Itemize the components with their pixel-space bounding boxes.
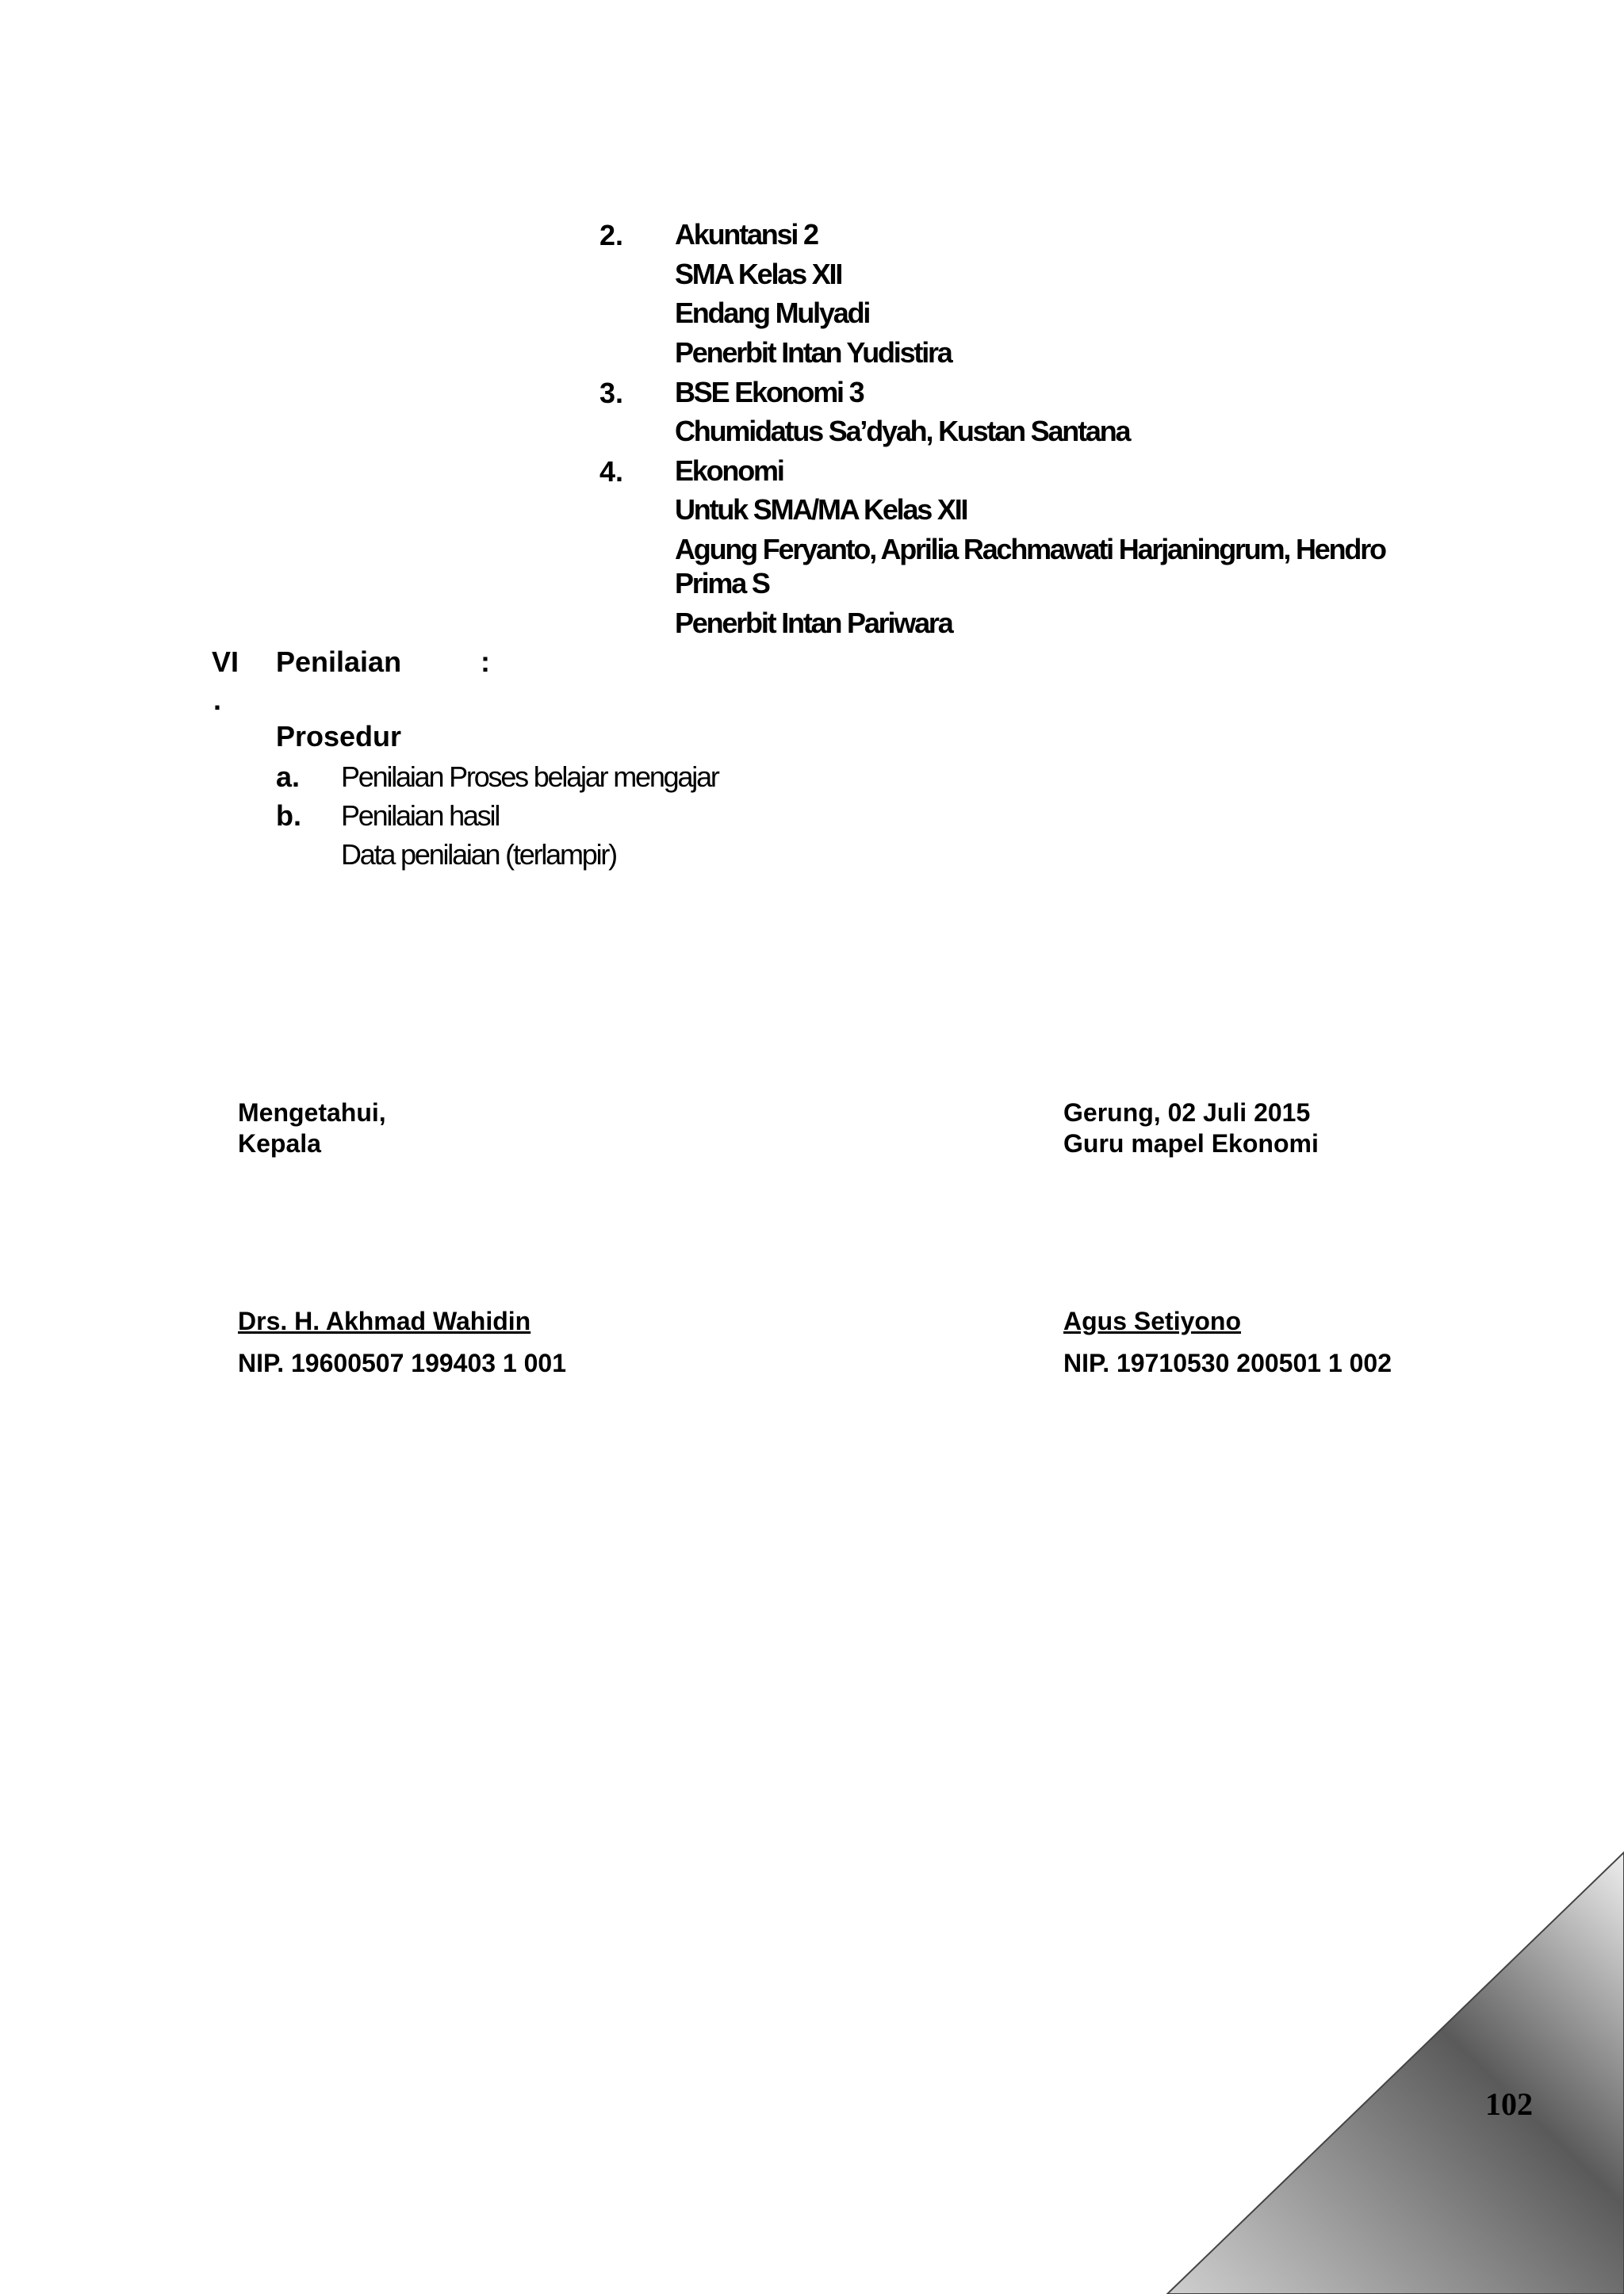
signer-role: Kepala: [238, 1129, 321, 1158]
reference-line: Endang Mulyadi: [675, 297, 870, 329]
reference-line: Penerbit Intan Pariwara: [675, 607, 952, 639]
reference-title: BSE Ekonomi 3: [675, 376, 864, 408]
signer-nip: NIP. 19600507 199403 1 001: [238, 1349, 567, 1377]
section-number: VI: [212, 645, 239, 678]
page-number: 102: [1485, 2086, 1533, 2122]
section-title: Penilaian: [276, 645, 402, 678]
section-colon: :: [481, 645, 490, 678]
reference-line: Chumidatus Sa’dyah, Kustan Santana: [675, 415, 1130, 447]
procedure-item: Penilaian hasil: [341, 799, 500, 832]
reference-line: Agung Feryanto, Aprilia Rachmawati Harjaningrum, Hendro: [675, 533, 1385, 565]
procedure-marker: b.: [276, 799, 301, 832]
signer-role: Guru mapel Ekonomi: [1063, 1129, 1319, 1158]
procedure-note: Data penilaian (terlampir): [341, 838, 616, 871]
place-date: Gerung, 02 Juli 2015: [1063, 1098, 1311, 1127]
reference-line: SMA Kelas XII: [675, 258, 842, 290]
reference-line: Prima S: [675, 567, 769, 599]
reference-line: Untuk SMA/MA Kelas XII: [675, 493, 967, 526]
signer-name: Agus Setiyono: [1063, 1307, 1242, 1335]
acknowledgement-label: Mengetahui,: [238, 1098, 386, 1127]
procedure-title: Prosedur: [276, 720, 402, 753]
reference-number: 2.: [599, 219, 624, 251]
signer-nip: NIP. 19710530 200501 1 002: [1063, 1349, 1392, 1377]
reference-number: 4.: [599, 455, 624, 488]
reference-title: Akuntansi 2: [675, 218, 818, 251]
procedure-marker: a.: [276, 760, 301, 793]
reference-number: 3.: [599, 377, 624, 409]
procedure-item: Penilaian Proses belajar mengajar: [341, 760, 718, 793]
reference-title: Ekonomi: [675, 454, 783, 487]
reference-line: Penerbit Intan Yudistira: [675, 336, 952, 369]
section-number-dot: .: [213, 684, 222, 716]
signer-name: Drs. H. Akhmad Wahidin: [238, 1307, 531, 1335]
